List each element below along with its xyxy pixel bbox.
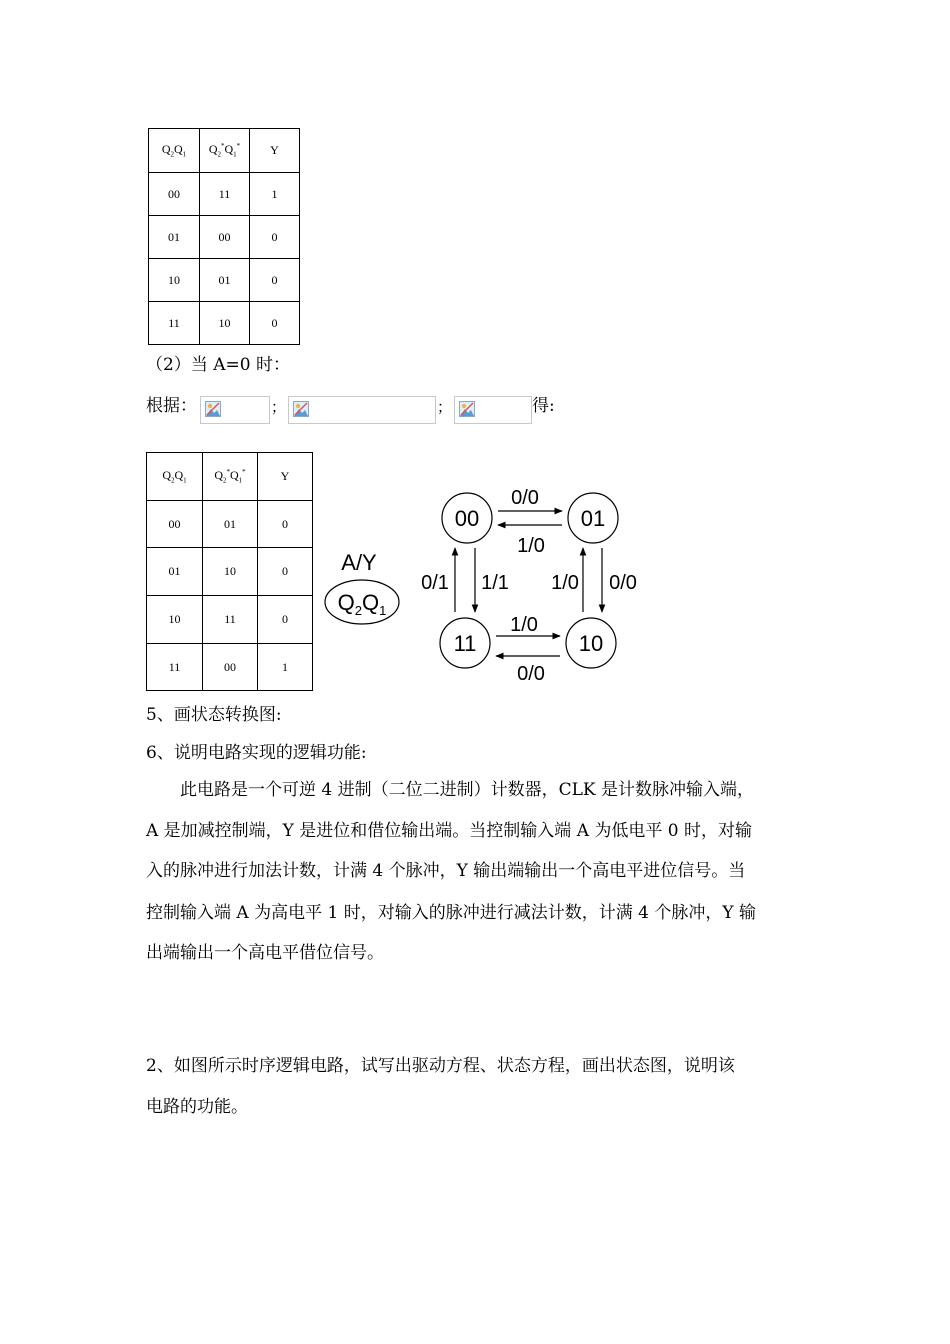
table-cell: 0 [250, 216, 300, 259]
state-11-label: 11 [453, 631, 477, 656]
paragraph-line: 出端输出一个高电平借位信号。 [146, 943, 384, 963]
basis-label: 根据： [146, 396, 197, 416]
paragraph-line: 控制输入端 A 为高电平 1 时，对输入的脉冲进行减法计数，计满 4 个脉冲，Y 输 [146, 903, 756, 923]
case-a0-heading: （2）当 A=0 时： [146, 355, 290, 375]
table-cell: 10 [149, 259, 200, 302]
step-5-heading: 5、画状态转换图: [146, 705, 282, 725]
table-header-row [149, 129, 300, 173]
question-line: 2、如图所示时序逻辑电路，试写出驱动方程、状态方程，画出状态图，说明该 [146, 1056, 735, 1076]
table-cell: 00 [203, 644, 258, 691]
transition-label: 1/0 [517, 535, 545, 557]
table-cell: 0 [250, 302, 300, 345]
table-row [147, 548, 313, 596]
question-line: 电路的功能。 [146, 1097, 248, 1117]
table-cell: 10 [200, 302, 250, 345]
step-6-heading: 6、说明电路实现的逻辑功能: [146, 743, 367, 763]
formula-image-1 [200, 396, 270, 424]
table-cell: 0 [258, 596, 313, 644]
table-cell: 01 [147, 548, 203, 596]
table-cell: 01 [203, 501, 258, 548]
header-y: Y [250, 129, 300, 173]
table-cell: 00 [200, 216, 250, 259]
broken-image-icon [459, 401, 475, 417]
table-cell: 00 [147, 501, 203, 548]
paragraph-line: 入的脉冲进行加法计数，计满 4 个脉冲，Y 输出端输出一个高电平进位信号。当 [146, 861, 746, 881]
table-header-row [147, 453, 313, 501]
table-row [149, 302, 300, 345]
table-cell: 0 [250, 259, 300, 302]
table-cell: 11 [200, 173, 250, 216]
paragraph-line: A 是加减控制端，Y 是进位和借位输出端。当控制输入端 A 为低电平 0 时，对输 [146, 821, 753, 841]
separator: ； [271, 398, 287, 416]
table-cell: 11 [147, 644, 203, 691]
table-cell: 1 [250, 173, 300, 216]
legend-ay-label: A/Y [341, 550, 377, 575]
transition-label: 0/0 [517, 663, 545, 685]
table-cell: 01 [149, 216, 200, 259]
table-cell: 0 [258, 548, 313, 596]
header-q2q1: $Q_2Q_1$ [147, 453, 203, 501]
table-row [147, 501, 313, 548]
header-q2q1-next: $Q_2^*Q_1^*$ [200, 129, 250, 173]
header-q2q1: $Q_2Q_1$ [149, 129, 200, 173]
header-q2q1-next: $Q_2^*Q_1^*$ [203, 453, 258, 501]
table-cell: 11 [149, 302, 200, 345]
state-01-label: 01 [580, 506, 606, 531]
table-row [149, 259, 300, 302]
separator: ； [437, 398, 453, 416]
broken-image-icon [205, 401, 221, 417]
paragraph-line: 此电路是一个可逆 4 进制（二位二进制）计数器，CLK 是计数脉冲输入端， [146, 780, 755, 800]
transition-label: 1/0 [551, 572, 579, 594]
table-row [149, 173, 300, 216]
transition-label: 0/0 [609, 572, 637, 594]
transition-label: 1/0 [510, 614, 538, 636]
table-cell: 10 [203, 548, 258, 596]
header-y: Y [258, 453, 313, 501]
table-row [149, 216, 300, 259]
truth-table-1 [148, 128, 300, 345]
table-cell: 00 [149, 173, 200, 216]
transition-label: 0/1 [421, 572, 449, 594]
table-cell: 0 [258, 501, 313, 548]
formula-image-2 [288, 396, 436, 424]
table-cell: 01 [200, 259, 250, 302]
transition-label: 1/1 [481, 572, 509, 594]
state-diagram [318, 478, 648, 688]
table-row [147, 596, 313, 644]
broken-image-icon [293, 401, 309, 417]
table-row [147, 644, 313, 691]
table-cell: 10 [147, 596, 203, 644]
transition-label: 0/0 [511, 487, 539, 509]
legend-q2q1-label: $Q_2Q_1$ [337, 590, 387, 618]
state-00-label: 00 [454, 506, 480, 531]
truth-table-2 [146, 452, 313, 691]
got-label: 得: [532, 396, 555, 416]
table-cell: 1 [258, 644, 313, 691]
table-cell: 11 [203, 596, 258, 644]
state-10-label: 10 [578, 631, 604, 656]
formula-image-3 [454, 396, 532, 424]
